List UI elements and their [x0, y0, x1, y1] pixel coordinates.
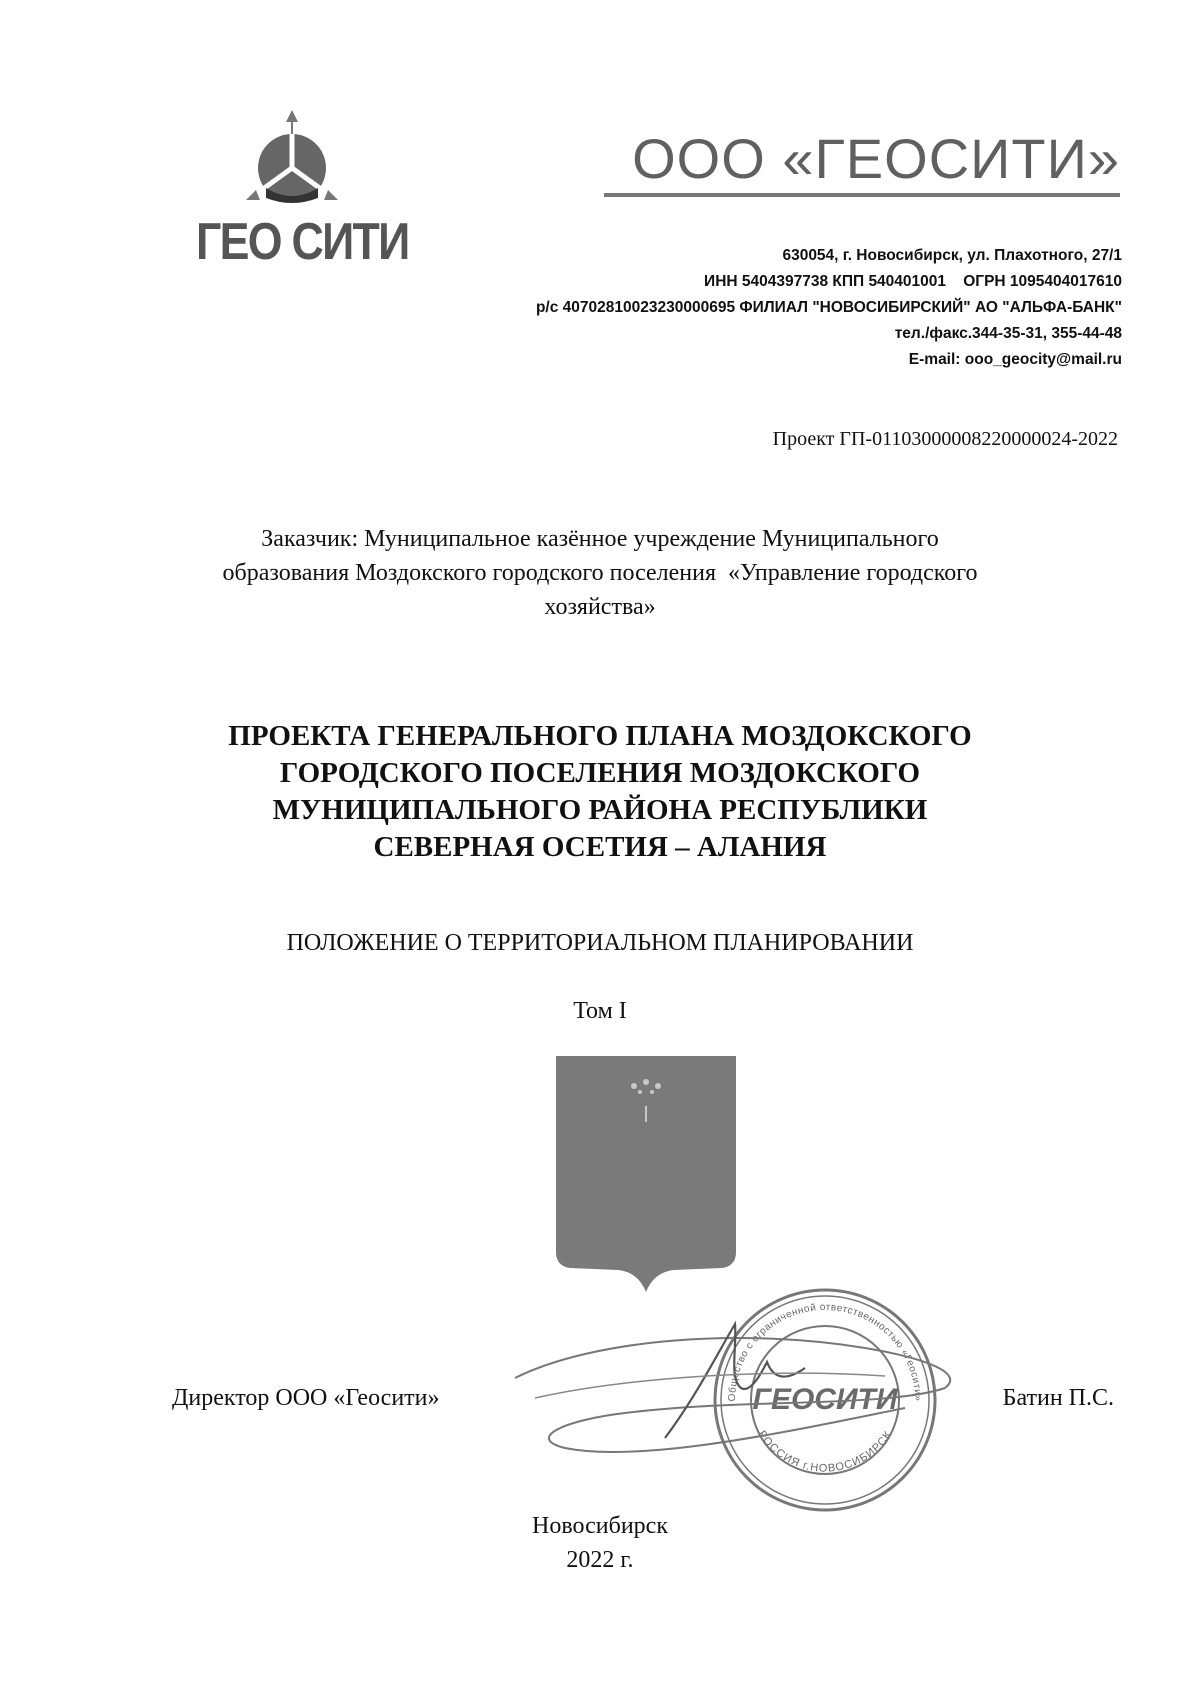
year: 2022 г. — [566, 1547, 634, 1573]
title-line: ПРОЕКТА ГЕНЕРАЛЬНОГО ПЛАНА МОЗДОКСКОГО — [228, 720, 972, 752]
city: Новосибирск — [532, 1513, 668, 1539]
coat-of-arms-icon — [556, 1056, 736, 1292]
company-registration: ИНН 5404397738 КПП 540401001 ОГРН 1095404017610 — [704, 273, 1122, 290]
director-title: Директор ООО «Геосити» — [172, 1385, 440, 1411]
company-address: 630054, г. Новосибирск, ул. Плахотного, 27/1 — [782, 247, 1122, 264]
project-code: Проект ГП-01103000008220000024-2022 — [772, 428, 1118, 450]
document-title — [150, 718, 1050, 866]
logo-wordmark: ГЕО СИТИ — [196, 213, 409, 271]
company-phone: тел./факс.344-35-31, 355-44-48 — [894, 325, 1122, 342]
director-name: Батин П.С. — [1002, 1385, 1114, 1411]
volume-label: Том I — [573, 998, 627, 1024]
customer-line: образования Моздокского городского поселения «Управление городского — [222, 560, 978, 586]
stamp-ring-top: Общество с ограниченной ответственностью «Геосити» — [726, 1301, 924, 1402]
customer-line: Заказчик: Муниципальное казённое учреждение Муниципального — [261, 526, 939, 552]
section-title: ПОЛОЖЕНИЕ О ТЕРРИТОРИАЛЬНОМ ПЛАНИРОВАНИИ — [286, 930, 914, 956]
customer-line: хозяйства» — [544, 594, 656, 620]
contact-block — [536, 243, 1122, 373]
director-signature — [505, 1318, 975, 1468]
geo-triangle-globe-icon — [236, 108, 348, 208]
stamp-center-text: ГЕОСИТИ — [752, 1383, 898, 1416]
stamp-ring-bottom: РОССИЯ г.НОВОСИБИРСК — [755, 1428, 895, 1475]
title-line: МУНИЦИПАЛЬНОГО РАЙОНА РЕСПУБЛИКИ — [272, 794, 928, 826]
company-email: E-mail: ooo_geocity@mail.ru — [908, 351, 1122, 368]
header-divider — [604, 193, 1120, 197]
company-name: ООО «ГЕОСИТИ» — [632, 127, 1120, 190]
title-line: СЕВЕРНАЯ ОСЕТИЯ – АЛАНИЯ — [373, 831, 827, 863]
title-line: ГОРОДСКОГО ПОСЕЛЕНИЯ МОЗДОКСКОГО — [279, 757, 921, 789]
company-bank: р/с 40702810023230000695 ФИЛИАЛ "НОВОСИБИРСКИЙ" АО "АЛЬФА-БАНК" — [535, 299, 1122, 316]
customer-block — [150, 522, 1050, 624]
